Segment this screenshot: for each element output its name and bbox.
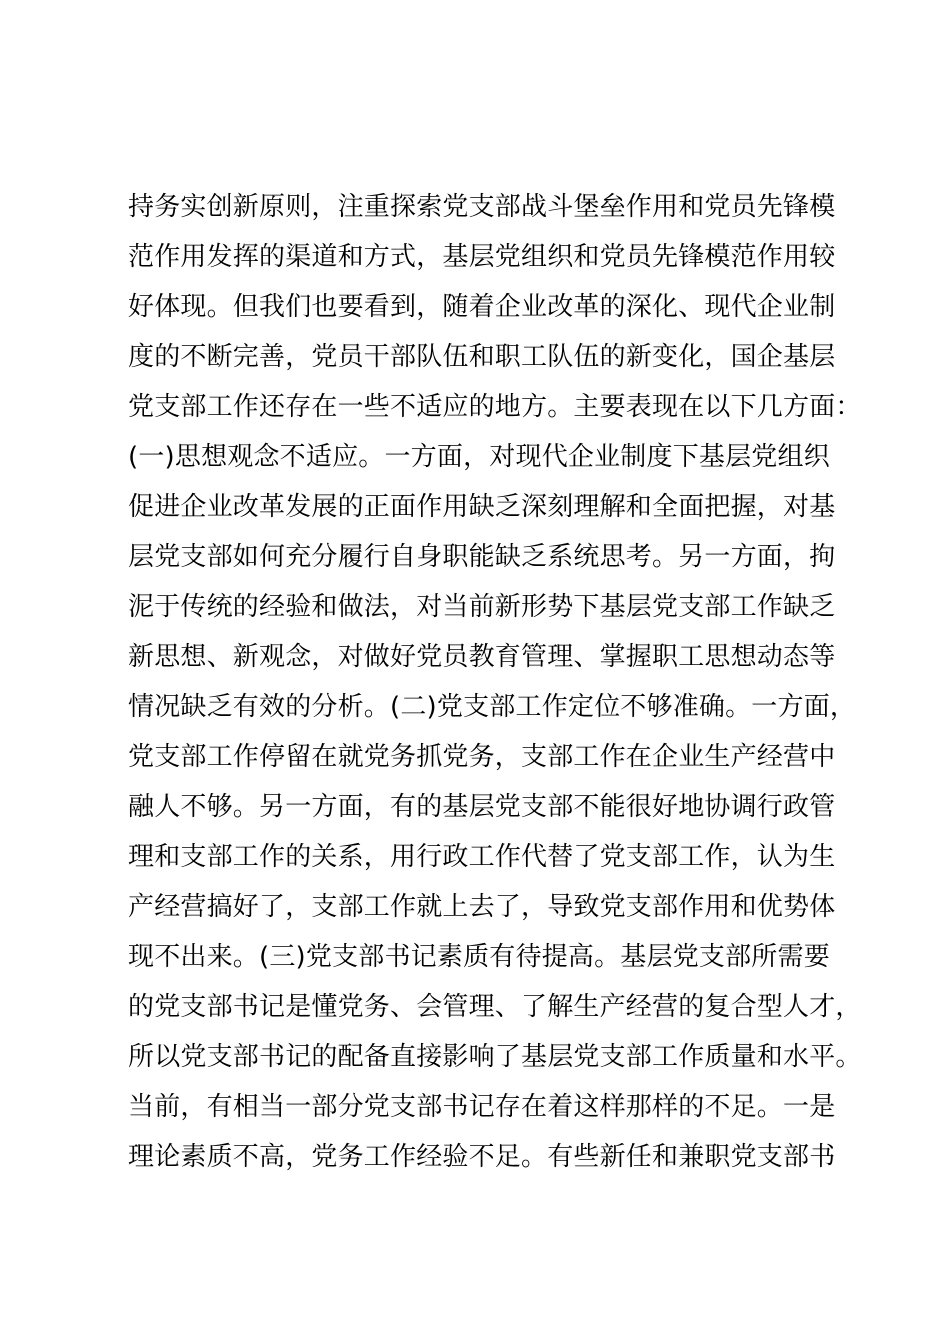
text-line: 产经营搞好了，支部工作就上去了，导致党支部作用和优势体 (128, 892, 836, 922)
text-line: 现不出来。(三)党支部书记素质有待提高。基层党支部所需要 (128, 942, 830, 972)
body-text (128, 182, 868, 1182)
text-line: 泥于传统的经验和做法，对当前新形势下基层党支部工作缺乏 (128, 592, 836, 622)
text-line: 新思想、新观念，对做好党员教育管理、掌握职工思想动态等 (128, 642, 836, 672)
text-line: 党支部工作停留在就党务抓党务，支部工作在企业生产经营中 (128, 742, 836, 772)
text-line: 党支部工作还存在一些不适应的地方。主要表现在以下几方面： (128, 392, 862, 422)
text-line: 度的不断完善，党员干部队伍和职工队伍的新变化，国企基层 (128, 342, 836, 372)
text-line: 当前，有相当一部分党支部书记存在着这样那样的不足。一是 (128, 1092, 836, 1122)
text-line: 情况缺乏有效的分析。(二)党支部工作定位不够准确。一方面， (128, 692, 857, 722)
text-line: 的党支部书记是懂党务、会管理、了解生产经营的复合型人才， (128, 992, 862, 1022)
text-line: 好体现。但我们也要看到，随着企业改革的深化、现代企业制 (128, 292, 836, 322)
text-line: 所以党支部书记的配备直接影响了基层党支部工作质量和水平。 (128, 1042, 862, 1072)
text-line: 促进企业改革发展的正面作用缺乏深刻理解和全面把握，对基 (128, 492, 836, 522)
text-line: 范作用发挥的渠道和方式，基层党组织和党员先锋模范作用较 (128, 242, 836, 272)
text-line: 理和支部工作的关系，用行政工作代替了党支部工作，认为生 (128, 842, 836, 872)
text-line: 理论素质不高，党务工作经验不足。有些新任和兼职党支部书 (128, 1142, 836, 1172)
text-line: 持务实创新原则，注重探索党支部战斗堡垒作用和党员先锋模 (128, 192, 836, 222)
text-line: (一)思想观念不适应。一方面，对现代企业制度下基层党组织 (128, 442, 830, 472)
text-line: 融人不够。另一方面，有的基层党支部不能很好地协调行政管 (128, 792, 836, 822)
text-line: 层党支部如何充分履行自身职能缺乏系统思考。另一方面，拘 (128, 542, 836, 572)
